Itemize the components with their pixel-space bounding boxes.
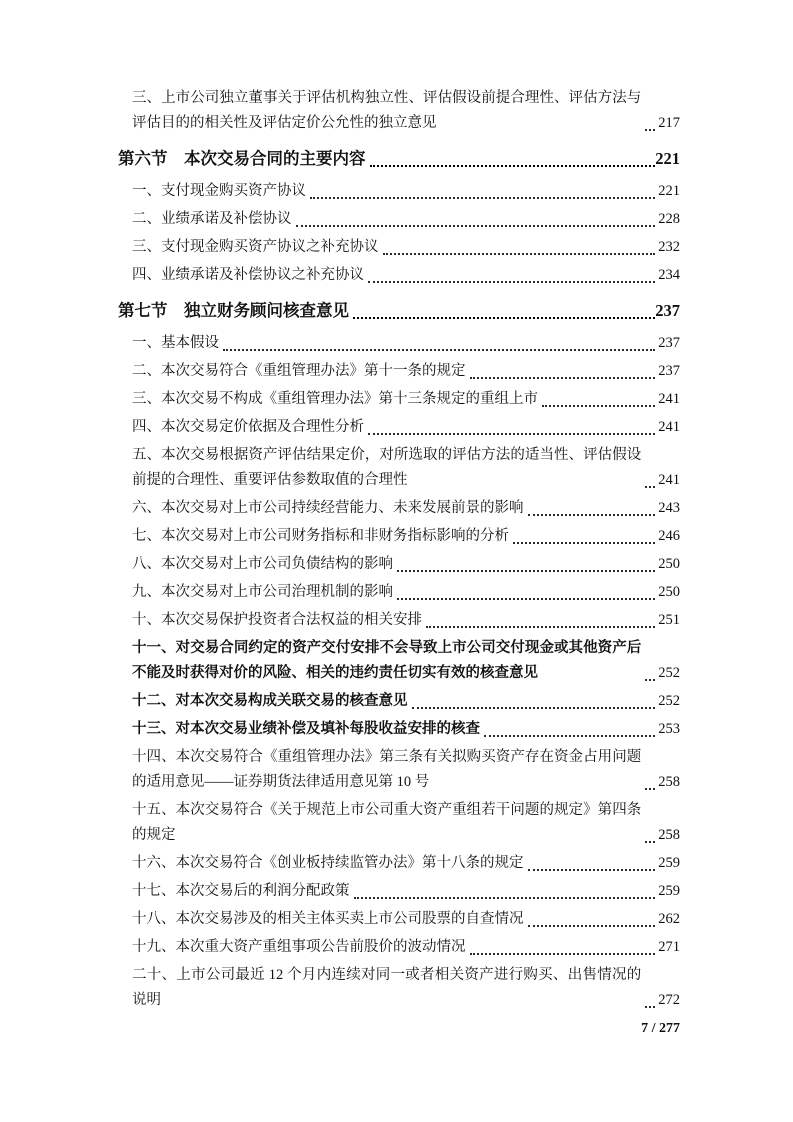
toc-entry-page: 252 bbox=[658, 693, 680, 709]
toc-entry-page: 258 bbox=[658, 774, 680, 790]
dot-leader bbox=[645, 1006, 655, 1008]
toc-entry-title: 四、本次交易定价依据及合理性分析 bbox=[132, 419, 364, 435]
toc-entry-title: 十四、本次交易符合《重组管理办法》第三条有关拟购买资产存在资金占用问题的适用意见——证券期货法律适用意见第 10 号 bbox=[132, 749, 642, 790]
toc-entry bbox=[132, 963, 680, 1013]
toc-entry-page: 237 bbox=[655, 301, 680, 320]
toc-entry-title: 八、本次交易对上市公司负债结构的影响 bbox=[132, 556, 393, 572]
toc-entry bbox=[132, 235, 680, 260]
dot-leader bbox=[645, 788, 655, 790]
dot-leader bbox=[383, 253, 656, 255]
toc-section-heading bbox=[118, 145, 680, 172]
dot-leader bbox=[368, 433, 655, 435]
dot-leader bbox=[310, 197, 655, 199]
toc-entry-title: 三、上市公司独立董事关于评估机构独立性、评估假设前提合理性、评估方法与评估目的的相关性及评估定价公允性的独立意见 bbox=[132, 90, 642, 131]
toc-entry bbox=[132, 580, 680, 605]
toc-entry-page: 250 bbox=[658, 556, 680, 572]
dot-leader bbox=[645, 486, 655, 488]
toc-entry-page: 241 bbox=[658, 391, 680, 407]
toc-entry-title: 四、业绩承诺及补偿协议之补充协议 bbox=[132, 267, 364, 283]
toc-entry-page: 221 bbox=[658, 183, 680, 199]
dot-leader bbox=[223, 349, 655, 351]
toc-entry bbox=[132, 443, 680, 493]
toc-entry-page: 228 bbox=[658, 211, 680, 227]
dot-leader bbox=[528, 925, 656, 927]
toc-entry bbox=[132, 907, 680, 932]
toc-entry-page: 253 bbox=[658, 721, 680, 737]
dot-leader bbox=[353, 317, 655, 319]
toc-entry-title: 十二、对本次交易构成关联交易的核查意见 bbox=[132, 693, 408, 709]
dot-leader bbox=[484, 735, 655, 737]
dot-leader bbox=[296, 225, 656, 227]
toc-entry-title: 二、本次交易符合《重组管理办法》第十一条的规定 bbox=[132, 363, 466, 379]
toc-entry bbox=[132, 935, 680, 960]
toc-section-heading bbox=[118, 297, 680, 324]
toc-entry bbox=[132, 207, 680, 232]
toc-entry-page: 237 bbox=[658, 363, 680, 379]
toc-entry bbox=[132, 387, 680, 412]
toc-entry-page: 258 bbox=[658, 827, 680, 843]
toc-entry bbox=[132, 263, 680, 288]
toc-entry bbox=[132, 179, 680, 204]
toc-entry bbox=[132, 552, 680, 577]
dot-leader bbox=[370, 165, 656, 167]
toc-entry-title: 十七、本次交易后的利润分配政策 bbox=[132, 883, 350, 899]
toc-entry bbox=[132, 689, 680, 714]
toc-entry-title: 三、支付现金购买资产协议之补充协议 bbox=[132, 239, 379, 255]
dot-leader bbox=[542, 405, 655, 407]
toc-entry-title: 十九、本次重大资产重组事项公告前股价的波动情况 bbox=[132, 939, 466, 955]
toc-entry-page: 217 bbox=[658, 115, 680, 131]
dot-leader bbox=[397, 598, 655, 600]
page-footer bbox=[118, 1019, 680, 1039]
toc-entry-page: 241 bbox=[658, 419, 680, 435]
toc-entry bbox=[132, 717, 680, 742]
toc-entry-page: 221 bbox=[655, 149, 680, 168]
toc-entry bbox=[132, 496, 680, 521]
toc-entry bbox=[132, 851, 680, 876]
toc-entry-page: 251 bbox=[658, 612, 680, 628]
toc-entry-page: 241 bbox=[658, 472, 680, 488]
toc-entry-page: 259 bbox=[658, 883, 680, 899]
toc-entry-title: 十八、本次交易涉及的相关主体买卖上市公司股票的自查情况 bbox=[132, 911, 524, 927]
dot-leader bbox=[397, 570, 655, 572]
dot-leader bbox=[528, 514, 656, 516]
toc-entry-title: 第七节 独立财务顾问核查意见 bbox=[118, 301, 349, 320]
dot-leader bbox=[645, 129, 655, 131]
toc-entry-title: 三、本次交易不构成《重组管理办法》第十三条规定的重组上市 bbox=[132, 391, 538, 407]
toc-entry-page: 259 bbox=[658, 855, 680, 871]
toc-entry-title: 一、支付现金购买资产协议 bbox=[132, 183, 306, 199]
toc-entry-page: 271 bbox=[658, 939, 680, 955]
toc-entry-title: 六、本次交易对上市公司持续经营能力、未来发展前景的影响 bbox=[132, 500, 524, 516]
toc-entry bbox=[132, 608, 680, 633]
toc-entry bbox=[132, 86, 680, 136]
toc-entry bbox=[132, 636, 680, 686]
toc-entry-page: 234 bbox=[658, 267, 680, 283]
dot-leader bbox=[426, 626, 655, 628]
dot-leader bbox=[645, 679, 655, 681]
toc-entry-title: 五、本次交易根据资产评估结果定价，对所选取的评估方法的适当性、评估假设前提的合理性、重要评估参数取值的合理性 bbox=[132, 447, 642, 488]
toc-entry bbox=[132, 359, 680, 384]
toc-entry-page: 250 bbox=[658, 584, 680, 600]
toc-entry-page: 272 bbox=[658, 992, 680, 1008]
dot-leader bbox=[470, 377, 656, 379]
toc-entry-title: 七、本次交易对上市公司财务指标和非财务指标影响的分析 bbox=[132, 528, 509, 544]
dot-leader bbox=[368, 281, 655, 283]
toc-entry-page: 246 bbox=[658, 528, 680, 544]
toc-entry-page: 237 bbox=[658, 335, 680, 351]
toc-entry-title: 九、本次交易对上市公司治理机制的影响 bbox=[132, 584, 393, 600]
toc-entry-page: 232 bbox=[658, 239, 680, 255]
toc-entry-title: 十五、本次交易符合《关于规范上市公司重大资产重组若干问题的规定》第四条的规定 bbox=[132, 802, 642, 843]
dot-leader bbox=[412, 707, 656, 709]
toc-entry-title: 一、基本假设 bbox=[132, 335, 219, 351]
toc-entry-title: 十三、对本次交易业绩补偿及填补每股收益安排的核查 bbox=[132, 721, 480, 737]
table-of-contents bbox=[118, 86, 680, 1039]
toc-entry bbox=[132, 745, 680, 795]
page-number-indicator: 7 / 277 bbox=[641, 1021, 680, 1036]
toc-entry-page: 243 bbox=[658, 500, 680, 516]
toc-entry bbox=[132, 415, 680, 440]
toc-entry-page: 252 bbox=[658, 665, 680, 681]
toc-entry-title: 第六节 本次交易合同的主要内容 bbox=[118, 149, 366, 168]
dot-leader bbox=[528, 869, 656, 871]
dot-leader bbox=[354, 897, 656, 899]
dot-leader bbox=[513, 542, 655, 544]
toc-entry-title: 二、业绩承诺及补偿协议 bbox=[132, 211, 292, 227]
toc-entry bbox=[132, 331, 680, 356]
toc-entry-title: 十一、对交易合同约定的资产交付安排不会导致上市公司交付现金或其他资产后不能及时获得对价的风险、相关的违约责任切实有效的核查意见 bbox=[132, 640, 642, 681]
dot-leader bbox=[470, 953, 656, 955]
toc-entry-title: 十、本次交易保护投资者合法权益的相关安排 bbox=[132, 612, 422, 628]
toc-entry-title: 二十、上市公司最近 12 个月内连续对同一或者相关资产进行购买、出售情况的说明 bbox=[132, 967, 642, 1008]
toc-entry bbox=[132, 798, 680, 848]
toc-entry bbox=[132, 879, 680, 904]
toc-entry-page: 262 bbox=[658, 911, 680, 927]
toc-entry bbox=[132, 524, 680, 549]
toc-entry-title: 十六、本次交易符合《创业板持续监管办法》第十八条的规定 bbox=[132, 855, 524, 871]
dot-leader bbox=[645, 841, 655, 843]
